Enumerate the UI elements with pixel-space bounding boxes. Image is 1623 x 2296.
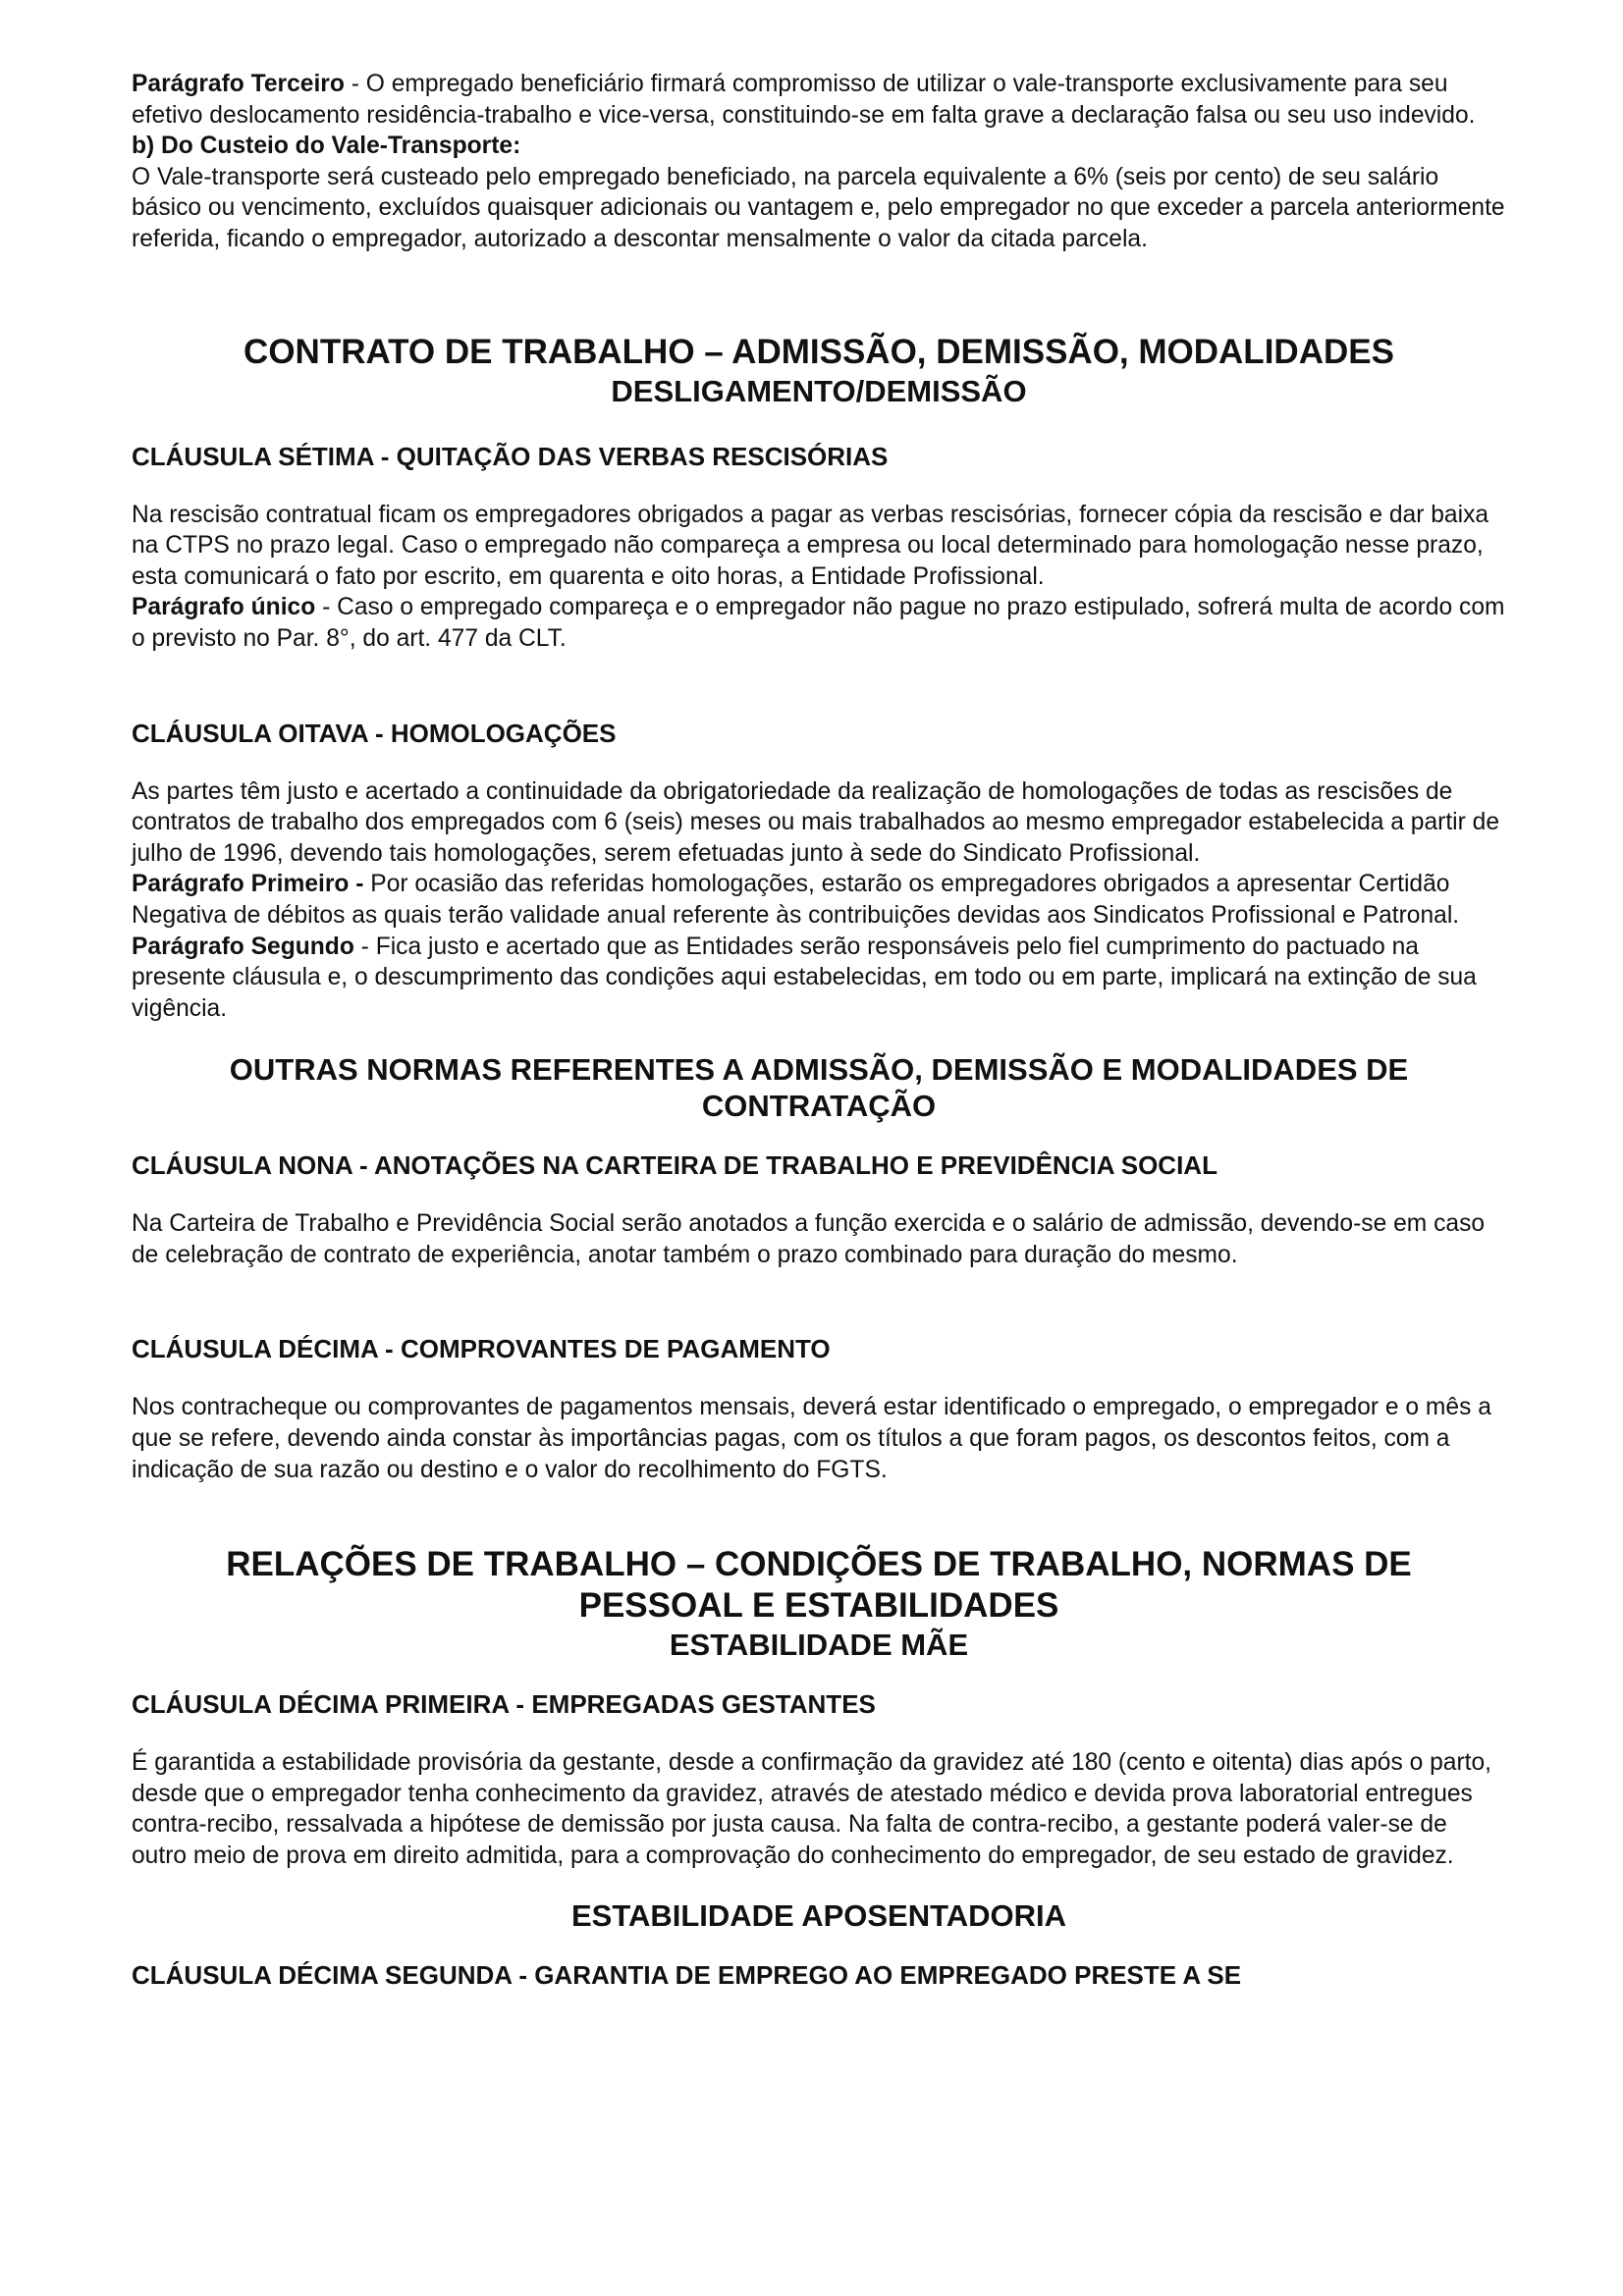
clause-text: Nos contracheque ou comprovantes de pagamentos mensais, deverá estar identificado o empregado, o empregador e o mês a que se refere, devendo ainda constar às importâncias pagas, com os títulos a que foram pagos, os descontos feitos, com a indicação de sua razão ou destino e o valor do recolhimento do FGTS. [132,1394,1491,1483]
clause-text: Na rescisão contratual ficam os empregadores obrigados a pagar as verbas rescisórias, fornecer cópia da rescisão e dar baixa na CTPS no prazo legal. Caso o empregado não compareça a empresa ou local determinado para homologação nesse prazo, esta comunicará o fato por escrito, em quarenta e oito horas, a Entidade Profissional. [132,501,1489,590]
section-subtitle: ESTABILIDADE APOSENTADORIA [570,1897,1067,1933]
paragraph-unico [132,592,1506,654]
clause-title: CLÁUSULA OITAVA - HOMOLOGAÇÕES [132,718,617,748]
paragraph-primeiro [132,869,1506,931]
clause-text: É garantida a estabilidade provisória da gestante, desde a confirmação da gravidez até 180 (cento e oitenta) dias após o parto, desde que o empregador tenha conhecimento da gravidez, através de atestado médico e devida prova laboratorial entregues contra-recibo, ressalvada a hipótese de demissão por justa causa. Na falta de contra-recibo, a gestante poderá valer-se de outro meio de prova em direito admitida, para a comprovação do conhecimento do empregador, de seu estado de gravidez. [132,1749,1491,1870]
paragraph-terceiro [132,69,1506,131]
section-subtitle: DESLIGAMENTO/DEMISSÃO [611,373,1027,408]
section-title: RELAÇÕES DE TRABALHO – CONDIÇÕES DE TRABALHO, NORMAS DE PESSOAL E ESTABILIDADES [226,1545,1412,1626]
paragraph-text: - O empregado beneficiário firmará compromisso de utilizar o vale-transporte exclusivamente para seu efetivo deslocamento residência-trabalho e vice-versa, constituindo-se em falta grave a declaração falsa ou seu uso indevido. [132,71,1476,129]
clause-title: CLÁUSULA NONA - ANOTAÇÕES NA CARTEIRA DE TRABALHO E PREVIDÊNCIA SOCIAL [132,1150,1217,1181]
section-subtitle: ESTABILIDADE MÃE [669,1628,969,1663]
section-title: OUTRAS NORMAS REFERENTES A ADMISSÃO, DEMISSÃO E MODALIDADES DE CONTRATAÇÃO [229,1052,1409,1124]
section-title: CONTRATO DE TRABALHO – ADMISSÃO, DEMISSÃO, MODALIDADES [243,332,1394,371]
paragraph-text: - Caso o empregado compareça e o empregador não pague no prazo estipulado, sofrerá multa de acordo com o previsto no Par. 8°, do art. 477 da CLT. [132,594,1505,652]
document-page [132,69,1506,1991]
clause-title: CLÁUSULA DÉCIMA PRIMEIRA - EMPREGADAS GESTANTES [132,1689,876,1720]
clause-title: CLÁUSULA SÉTIMA - QUITAÇÃO DAS VERBAS RESCISÓRIAS [132,441,889,471]
clause-title: CLÁUSULA DÉCIMA - COMPROVANTES DE PAGAMENTO [132,1334,831,1364]
custeio-heading: b) Do Custeio do Vale-Transporte: [132,133,521,160]
custeio-text: O Vale-transporte será custeado pelo empregado beneficiado, na parcela equivalente a 6% (seis por cento) de seu salário básico ou vencimento, excluídos quaisquer adicionais ou vantagem e, pelo empregador no que exceder a parcela anteriormente referida, ficando o empregador, autorizado a descontar mensalmente o valor da citada parcela. [132,163,1505,252]
paragraph-label: Parágrafo único [132,594,316,621]
paragraph-label: Parágrafo Terceiro [132,71,345,97]
paragraph-segundo [132,932,1506,1025]
paragraph-text: - Fica justo e acertado que as Entidades serão responsáveis pelo fiel cumprimento do pactuado na presente cláusula e, o descumprimento das condições aqui estabelecidas, em todo ou em parte, implicará na extinção de sua vigência. [132,933,1477,1022]
clause-text: Na Carteira de Trabalho e Previdência Social serão anotados a função exercida e o salário de admissão, devendo-se em caso de celebração de contrato de experiência, anotar também o prazo combinado para duração do mesmo. [132,1210,1486,1268]
paragraph-text: Por ocasião das referidas homologações, estarão os empregadores obrigados a apresentar Certidão Negativa de débitos as quais terão validade anual referente às contribuições devidas aos Sindicatos Profissional e Patronal. [132,871,1460,929]
clause-text: As partes têm justo e acertado a continuidade da obrigatoriedade da realização de homologações de todas as rescisões de contratos de trabalho dos empregados com 6 (seis) meses ou mais trabalhados ao mesmo empregador estabelecida a partir de julho de 1996, devendo tais homologações, serem efetuadas junto à sede do Sindicato Profissional. [132,777,1500,867]
paragraph-label: Parágrafo Primeiro - [132,871,364,898]
clause-title: CLÁUSULA DÉCIMA SEGUNDA - GARANTIA DE EMPREGO AO EMPREGADO PRESTE A SE [132,1959,1242,1990]
paragraph-label: Parágrafo Segundo [132,933,354,960]
